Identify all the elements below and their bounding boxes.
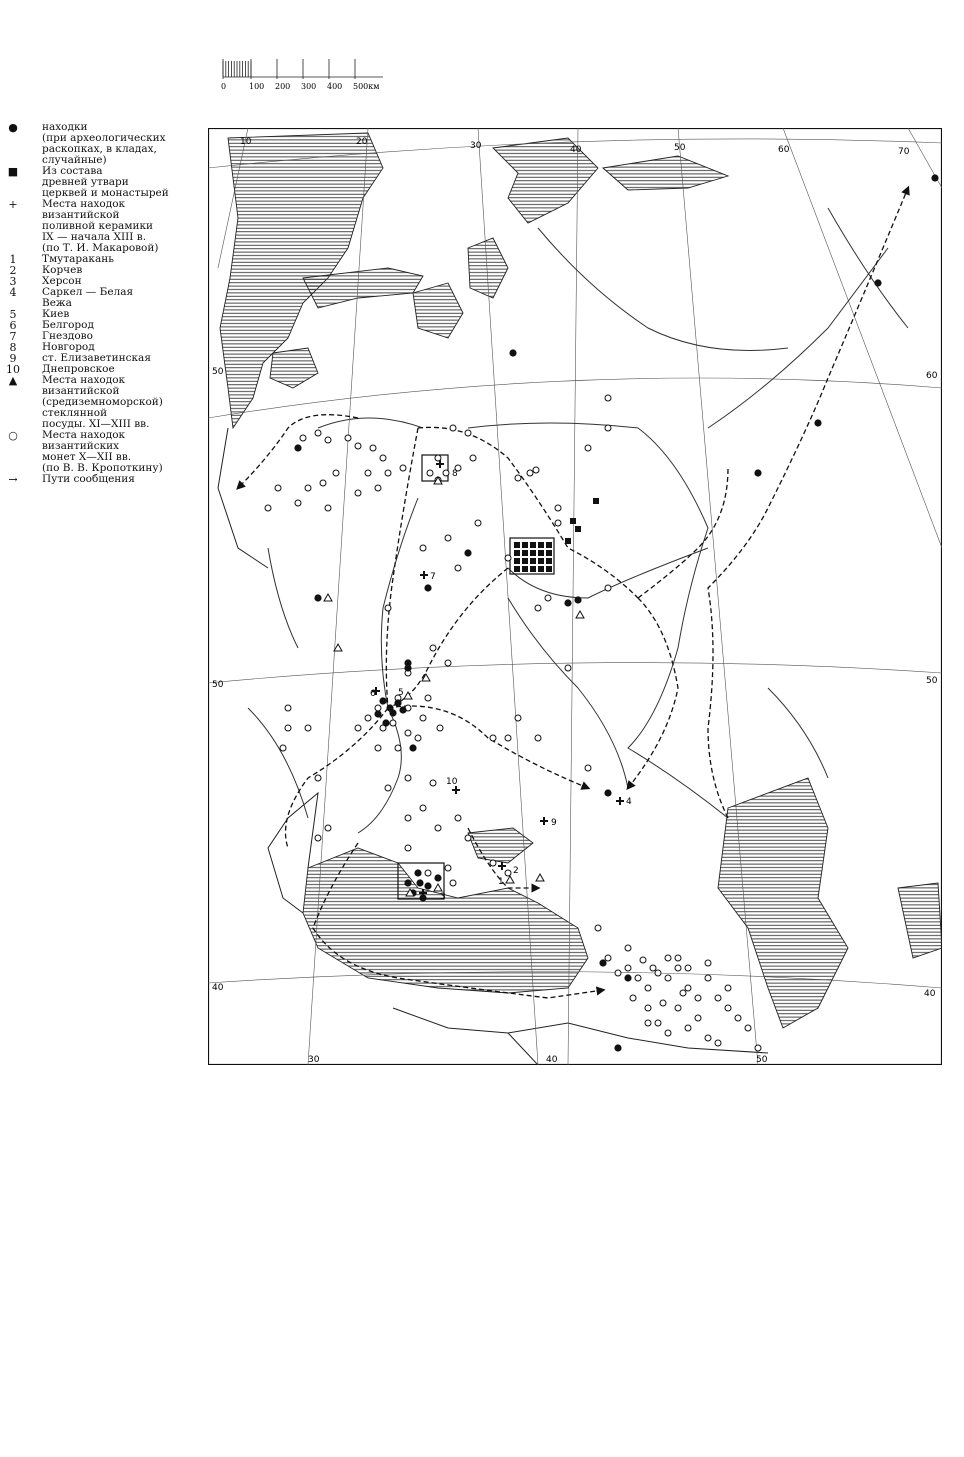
- latitude-longitude-label: 40: [570, 145, 582, 155]
- legend-text: Днепровское: [42, 363, 115, 375]
- legend-number: 8: [9, 341, 17, 354]
- archaeological-find-marker: [434, 874, 441, 881]
- site-number: 5: [398, 688, 404, 698]
- coin-find-marker: [695, 995, 701, 1001]
- coin-find-marker: [535, 735, 541, 741]
- coin-find-marker: [437, 725, 443, 731]
- coin-find-marker: [385, 470, 391, 476]
- legend-text: стеклянной: [42, 407, 108, 419]
- map-legend: [0, 122, 205, 485]
- coin-find-marker: [735, 1015, 741, 1021]
- legend-text: византийских: [42, 440, 120, 452]
- legend-number: 4: [9, 286, 17, 299]
- church-utensil-marker: [565, 538, 571, 544]
- coin-find-marker: [405, 775, 411, 781]
- legend-number: 2: [9, 264, 17, 277]
- latitude-longitude-label: 50: [212, 367, 224, 377]
- coin-find-marker: [705, 1035, 711, 1041]
- coin-find-marker: [605, 425, 611, 431]
- legend-text: Из состава: [42, 165, 103, 177]
- coin-find-marker: [265, 505, 271, 511]
- church-utensil-marker: [530, 566, 536, 572]
- coin-find-marker: [380, 455, 386, 461]
- legend-text: византийской: [42, 385, 120, 397]
- filled-circle-icon: ●: [8, 121, 18, 134]
- coin-find-marker: [465, 430, 471, 436]
- archaeological-find-marker: [389, 709, 396, 716]
- coin-find-marker: [635, 975, 641, 981]
- coin-find-marker: [545, 595, 551, 601]
- site-number: 1: [498, 877, 504, 887]
- coin-find-marker: [515, 475, 521, 481]
- church-utensil-marker: [530, 542, 536, 548]
- coin-find-marker: [490, 735, 496, 741]
- coin-find-marker: [685, 965, 691, 971]
- legend-text: посуды. XI—XIII вв.: [42, 418, 150, 430]
- church-utensil-marker: [522, 566, 528, 572]
- archaeological-find-marker: [394, 699, 401, 706]
- legend-text: ст. Елизаветинская: [42, 352, 151, 364]
- latitude-longitude-label: 40: [212, 983, 224, 993]
- coin-find-marker: [395, 745, 401, 751]
- coin-find-marker: [405, 815, 411, 821]
- church-utensil-marker: [530, 558, 536, 564]
- coin-find-marker: [685, 985, 691, 991]
- archaeological-find-marker: [404, 664, 411, 671]
- latitude-longitude-label: 70: [898, 147, 910, 157]
- coin-find-marker: [427, 470, 433, 476]
- legend-item: [0, 287, 205, 309]
- coin-find-marker: [333, 470, 339, 476]
- scale-bar-labels: [221, 82, 380, 91]
- coin-find-marker: [455, 565, 461, 571]
- coin-find-marker: [605, 585, 611, 591]
- coin-find-marker: [355, 443, 361, 449]
- legend-number: 1: [9, 253, 17, 266]
- archaeological-find-marker: [424, 882, 431, 889]
- archaeological-find-marker: [754, 469, 761, 476]
- legend-item: [0, 331, 205, 342]
- legend-text: (средиземноморской): [42, 396, 163, 408]
- coin-find-marker: [430, 780, 436, 786]
- archaeological-find-marker: [604, 789, 611, 796]
- legend-text: Тмутаракань: [42, 253, 114, 265]
- archaeological-find-marker: [814, 419, 821, 426]
- site-number: 9: [551, 818, 557, 828]
- archaeological-find-marker: [416, 879, 423, 886]
- coin-find-marker: [565, 665, 571, 671]
- scale-bar-ticks: [223, 59, 383, 79]
- coin-find-marker: [420, 545, 426, 551]
- map-of-eastern-europe: [208, 128, 942, 1065]
- church-utensil-marker: [575, 526, 581, 532]
- coin-find-marker: [405, 845, 411, 851]
- legend-text: случайные): [42, 154, 107, 166]
- coin-find-marker: [490, 860, 496, 866]
- coin-find-marker: [280, 745, 286, 751]
- coin-find-marker: [745, 1025, 751, 1031]
- church-utensil-marker: [538, 550, 544, 556]
- coin-find-marker: [445, 535, 451, 541]
- latitude-longitude-label: 40: [924, 989, 936, 999]
- coin-find-marker: [475, 520, 481, 526]
- coin-find-marker: [415, 735, 421, 741]
- latitude-longitude-label: 30: [308, 1055, 320, 1065]
- site-number: 2: [513, 866, 519, 876]
- coin-find-marker: [365, 715, 371, 721]
- scale-label: 200: [275, 82, 291, 91]
- legend-text: поливной керамики: [42, 220, 154, 232]
- legend-text: (по В. В. Кропоткину): [42, 462, 163, 474]
- coin-find-marker: [625, 965, 631, 971]
- coin-find-marker: [385, 785, 391, 791]
- archaeological-find-marker: [614, 1044, 621, 1051]
- legend-number: 6: [9, 319, 17, 332]
- coin-find-marker: [315, 430, 321, 436]
- coin-find-marker: [630, 995, 636, 1001]
- archaeological-find-marker: [931, 174, 938, 181]
- legend-item: [0, 254, 205, 265]
- coin-find-marker: [325, 825, 331, 831]
- coin-find-marker: [305, 485, 311, 491]
- coin-find-marker: [595, 925, 601, 931]
- coin-find-marker: [385, 605, 391, 611]
- coin-find-marker: [615, 970, 621, 976]
- latitude-longitude-label: 60: [778, 145, 790, 155]
- coin-find-marker: [365, 470, 371, 476]
- church-utensil-marker: [546, 566, 552, 572]
- church-utensil-marker: [514, 542, 520, 548]
- coin-find-marker: [605, 395, 611, 401]
- archaeological-find-marker: [574, 596, 581, 603]
- latitude-longitude-label: 50: [756, 1055, 768, 1065]
- coin-find-marker: [715, 1040, 721, 1046]
- legend-item: [0, 375, 205, 430]
- legend-text: Белгород: [42, 319, 94, 331]
- legend-text: Херсон: [42, 275, 82, 287]
- archaeological-find-marker: [374, 710, 381, 717]
- church-utensil-marker: [538, 542, 544, 548]
- coin-find-marker: [555, 505, 561, 511]
- latitude-longitude-label: 50: [926, 676, 938, 686]
- coin-find-marker: [535, 605, 541, 611]
- coin-find-marker: [660, 1000, 666, 1006]
- coin-find-marker: [650, 965, 656, 971]
- scale-label: 300: [301, 82, 317, 91]
- latitude-longitude-label: 50: [674, 143, 686, 153]
- coin-find-marker: [470, 455, 476, 461]
- site-number: 7: [430, 572, 436, 582]
- archaeological-find-marker: [314, 594, 321, 601]
- coin-find-marker: [315, 835, 321, 841]
- church-utensil-marker: [514, 550, 520, 556]
- site-number: 4: [626, 797, 632, 807]
- coin-find-marker: [505, 555, 511, 561]
- legend-text: IX — начала XIII в.: [42, 231, 147, 243]
- coin-find-marker: [320, 480, 326, 486]
- coin-find-marker: [685, 1025, 691, 1031]
- coin-find-marker: [400, 465, 406, 471]
- archaeological-find-marker: [294, 444, 301, 451]
- coin-find-marker: [325, 437, 331, 443]
- coin-find-marker: [505, 735, 511, 741]
- filled-square-icon: ■: [7, 165, 19, 178]
- coin-find-marker: [665, 1030, 671, 1036]
- church-utensil-marker: [593, 498, 599, 504]
- cross-icon: +: [8, 198, 18, 211]
- coin-find-marker: [655, 970, 661, 976]
- legend-text: древней утвари: [42, 176, 129, 188]
- coin-find-marker: [375, 705, 381, 711]
- coin-find-marker: [725, 985, 731, 991]
- church-utensil-marker: [538, 566, 544, 572]
- coin-find-marker: [425, 695, 431, 701]
- legend-text: Пути сообщения: [42, 473, 135, 485]
- legend-text: Места находок: [42, 429, 126, 441]
- legend-item: [0, 430, 205, 474]
- coin-find-marker: [405, 730, 411, 736]
- archaeological-find-marker: [409, 744, 416, 751]
- legend-text: находки: [42, 121, 88, 133]
- church-utensil-marker: [514, 566, 520, 572]
- archaeological-find-marker: [404, 879, 411, 886]
- legend-text: Саркел — Белая: [42, 286, 134, 298]
- legend-text: Гнездово: [42, 330, 93, 342]
- legend-number: 7: [9, 330, 17, 343]
- coin-find-marker: [645, 1020, 651, 1026]
- legend-text: Корчев: [42, 264, 83, 276]
- archaeological-find-marker: [414, 869, 421, 876]
- scale-bar: [215, 55, 405, 95]
- legend-item: [0, 309, 205, 320]
- filled-triangle-icon: ▲: [8, 374, 18, 387]
- scale-label: 400: [327, 82, 343, 91]
- coin-find-marker: [450, 880, 456, 886]
- coin-find-marker: [443, 470, 449, 476]
- coin-find-marker: [585, 765, 591, 771]
- latitude-longitude-label: 10: [240, 137, 252, 147]
- site-number: 6: [370, 689, 376, 699]
- open-circle-icon: ○: [8, 429, 18, 442]
- legend-text: Места находок: [42, 374, 126, 386]
- legend-item: [0, 166, 205, 199]
- site-number: 8: [452, 469, 458, 479]
- church-utensil-marker: [538, 558, 544, 564]
- coin-find-marker: [435, 825, 441, 831]
- latitude-longitude-label: 60: [926, 371, 938, 381]
- coin-find-marker: [355, 725, 361, 731]
- coin-find-marker: [455, 815, 461, 821]
- coin-find-marker: [725, 1005, 731, 1011]
- coin-find-marker: [285, 705, 291, 711]
- coin-find-marker: [640, 957, 646, 963]
- archaeological-find-marker: [624, 974, 631, 981]
- legend-text: церквей и монастырей: [42, 187, 169, 199]
- coin-find-marker: [305, 725, 311, 731]
- archaeological-find-marker: [874, 279, 881, 286]
- legend-number: 10: [6, 363, 20, 376]
- legend-number: 9: [9, 352, 17, 365]
- coin-find-marker: [420, 805, 426, 811]
- coin-find-marker: [390, 720, 396, 726]
- coin-find-marker: [715, 995, 721, 1001]
- coin-find-marker: [370, 445, 376, 451]
- coin-find-marker: [445, 660, 451, 666]
- latitude-longitude-label: 30: [470, 141, 482, 151]
- coin-find-marker: [295, 500, 301, 506]
- archaeological-find-marker: [509, 349, 516, 356]
- archaeological-find-marker: [564, 599, 571, 606]
- coin-find-marker: [645, 985, 651, 991]
- coin-find-marker: [527, 470, 533, 476]
- church-utensil-marker: [546, 542, 552, 548]
- church-utensil-marker: [546, 558, 552, 564]
- legend-text: (по Т. И. Макаровой): [42, 242, 159, 254]
- church-utensil-marker: [522, 558, 528, 564]
- coin-find-marker: [755, 1045, 761, 1051]
- coin-find-marker: [355, 490, 361, 496]
- coin-find-marker: [675, 965, 681, 971]
- coin-find-marker: [345, 435, 351, 441]
- coin-find-marker: [705, 975, 711, 981]
- scale-label: 500км: [353, 82, 380, 91]
- legend-text: раскопках, в кладах,: [42, 143, 157, 155]
- site-number: 10: [446, 777, 458, 787]
- church-utensil-marker: [522, 550, 528, 556]
- coin-find-marker: [375, 745, 381, 751]
- coin-find-marker: [533, 467, 539, 473]
- coin-find-marker: [555, 520, 561, 526]
- legend-text: (при археологических: [42, 132, 166, 144]
- legend-text: византийской: [42, 209, 120, 221]
- coin-find-marker: [625, 945, 631, 951]
- legend-text: Вежа: [42, 297, 72, 309]
- church-utensil-marker: [522, 542, 528, 548]
- archaeological-find-marker: [424, 584, 431, 591]
- latitude-longitude-label: 50: [212, 680, 224, 690]
- scale-label: 0: [221, 82, 227, 91]
- coin-find-marker: [465, 835, 471, 841]
- legend-item: [0, 265, 205, 276]
- legend-text: Новгород: [42, 341, 95, 353]
- coin-find-marker: [375, 485, 381, 491]
- archaeological-find-marker: [379, 697, 386, 704]
- coin-find-marker: [285, 725, 291, 731]
- coin-find-marker: [275, 485, 281, 491]
- archaeological-find-marker: [599, 959, 606, 966]
- archaeological-find-marker: [399, 706, 406, 713]
- archaeological-find-marker: [382, 719, 389, 726]
- legend-text: Места находок: [42, 198, 126, 210]
- coin-find-marker: [675, 955, 681, 961]
- church-utensil-marker: [546, 550, 552, 556]
- latitude-longitude-label: 20: [356, 137, 368, 147]
- coin-find-marker: [325, 505, 331, 511]
- legend-item: [0, 320, 205, 331]
- coin-find-marker: [420, 715, 426, 721]
- legend-text: монет X—XII вв.: [42, 451, 132, 463]
- coin-find-marker: [645, 1005, 651, 1011]
- church-utensil-marker: [530, 550, 536, 556]
- coin-find-marker: [705, 960, 711, 966]
- coin-find-marker: [430, 645, 436, 651]
- coin-find-marker: [585, 445, 591, 451]
- coin-find-marker: [605, 955, 611, 961]
- coin-find-marker: [450, 425, 456, 431]
- site-number: 3: [440, 892, 446, 902]
- arrow-icon: →: [8, 473, 18, 486]
- scale-label: 100: [249, 82, 265, 91]
- coin-find-marker: [425, 870, 431, 876]
- coin-find-marker: [665, 975, 671, 981]
- coin-find-marker: [315, 775, 321, 781]
- coin-find-marker: [300, 435, 306, 441]
- coin-find-marker: [665, 955, 671, 961]
- legend-item: [0, 199, 205, 254]
- church-utensil-marker: [570, 518, 576, 524]
- coin-find-marker: [695, 1015, 701, 1021]
- legend-number: 5: [9, 308, 17, 321]
- legend-item: [0, 474, 205, 485]
- legend-item: [0, 122, 205, 166]
- archaeological-find-marker: [464, 549, 471, 556]
- coin-find-marker: [505, 870, 511, 876]
- coin-find-marker: [445, 865, 451, 871]
- legend-text: Киев: [42, 308, 70, 320]
- coin-find-marker: [515, 715, 521, 721]
- church-utensil-marker: [514, 558, 520, 564]
- coin-find-marker: [655, 1020, 661, 1026]
- latitude-longitude-label: 40: [546, 1055, 558, 1065]
- legend-number: 3: [9, 275, 17, 288]
- coin-find-marker: [680, 990, 686, 996]
- coin-find-marker: [675, 1005, 681, 1011]
